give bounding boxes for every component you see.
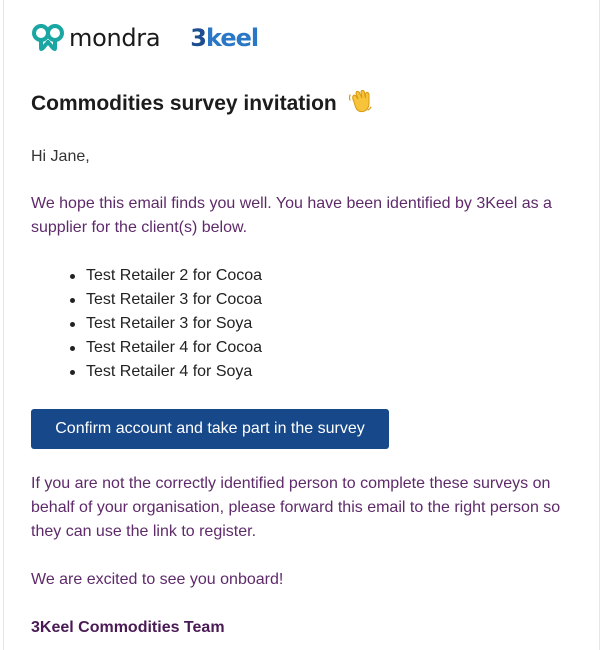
intro-paragraph: We hope this email finds you well. You have been identified by 3Keel as a supplier for the client(s) below. [31, 195, 552, 236]
client-list [86, 264, 262, 384]
list-item: Test Retailer 3 for Cocoa [86, 288, 262, 312]
list-item: Test Retailer 2 for Cocoa [86, 264, 262, 288]
list-item: Test Retailer 4 for Soya [86, 360, 262, 384]
notice-paragraph: If you are not the correctly identified person to complete these surveys on behalf of your organisation, please forward this email to the right person so they can use the link to register. [31, 475, 561, 540]
email-title [31, 88, 373, 120]
waving-hand-icon [347, 88, 373, 120]
email-body [3, 0, 600, 650]
3keel-logo-text: keel [206, 24, 259, 52]
mondra-leaf-icon [31, 24, 65, 52]
email-title-text: Commodities survey invitation [31, 92, 337, 115]
3keel-logo-prefix: 3 [190, 24, 206, 52]
mondra-logo-text: mondra [69, 24, 161, 52]
greeting: Hi Jane, [31, 148, 90, 165]
list-item: Test Retailer 4 for Cocoa [86, 336, 262, 360]
signature: 3Keel Commodities Team [31, 619, 225, 636]
mondra-logo [31, 24, 160, 52]
list-item: Test Retailer 3 for Soya [86, 312, 262, 336]
header-logos [31, 22, 258, 54]
confirm-account-button[interactable]: Confirm account and take part in the survey [31, 409, 389, 449]
closing-line: We are excited to see you onboard! [31, 571, 284, 588]
3keel-logo [190, 26, 258, 50]
